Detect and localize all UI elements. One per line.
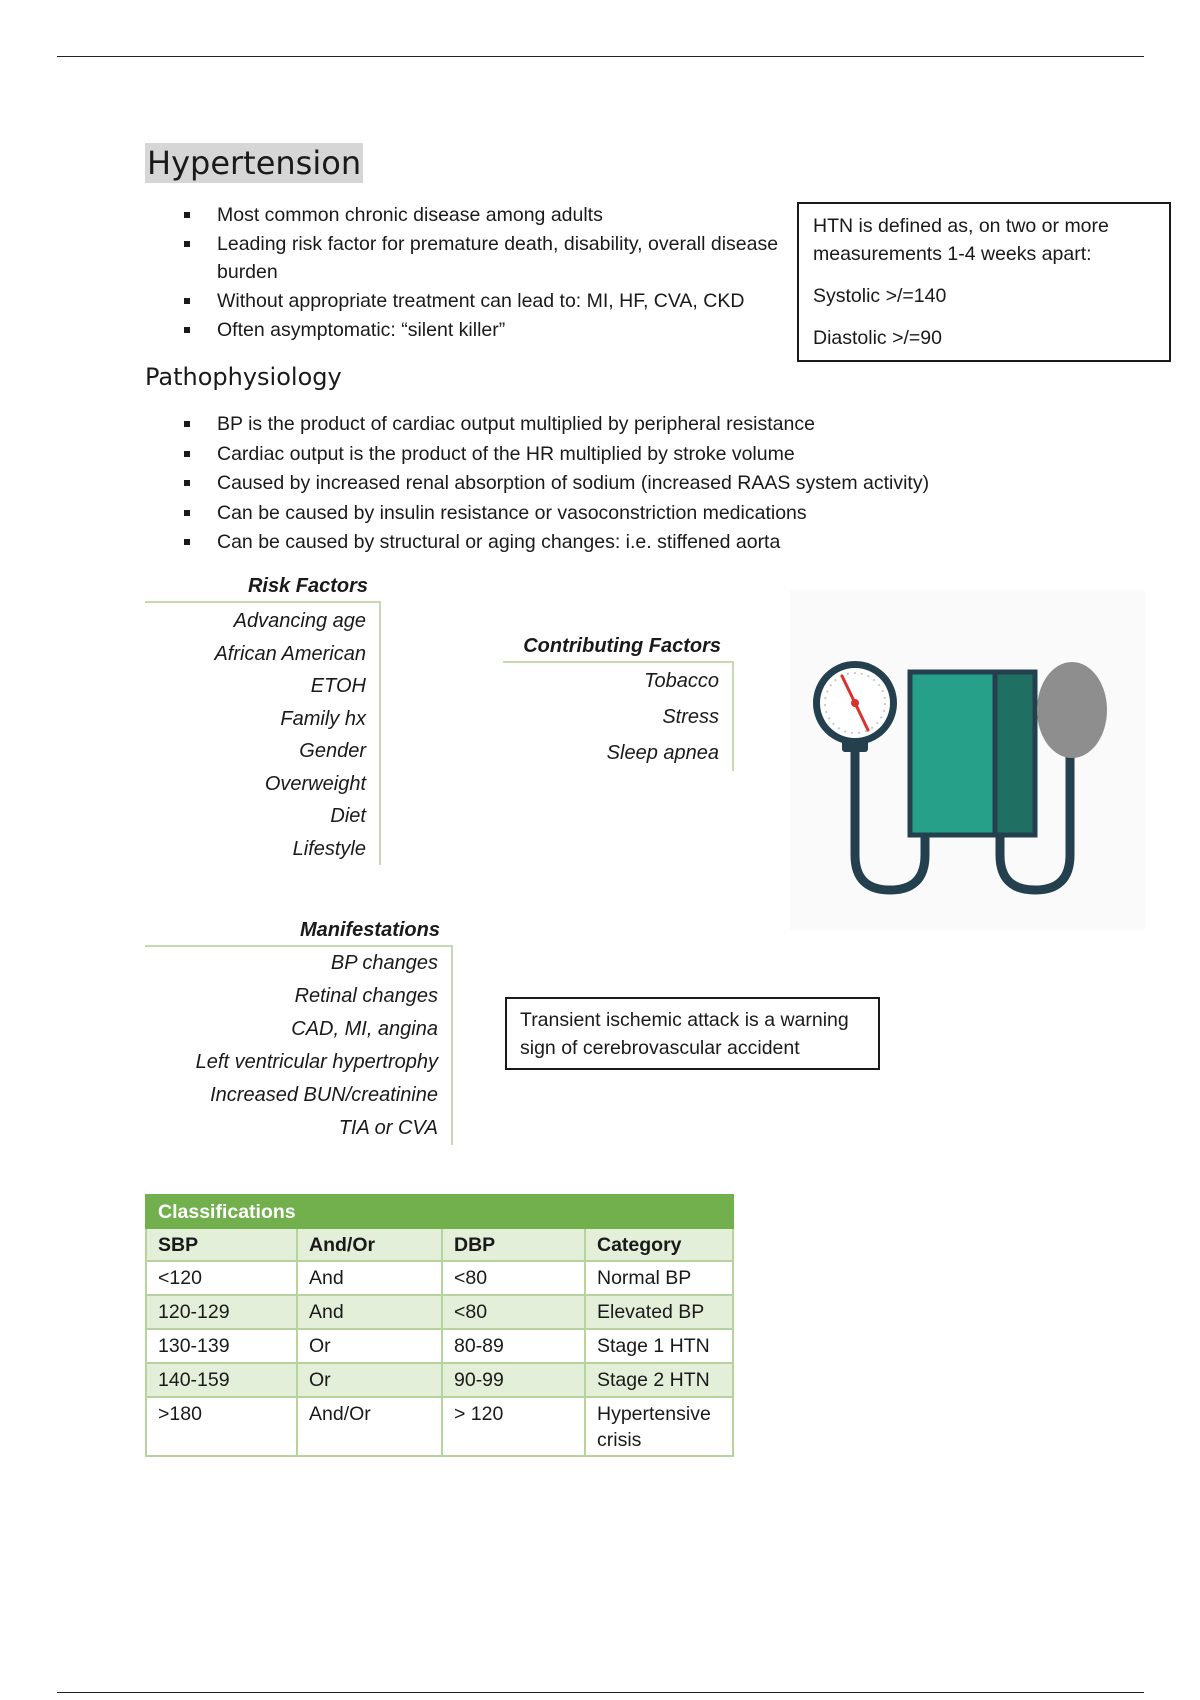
list-item: Can be caused by insulin resistance or vasoconstriction medications <box>145 499 1045 529</box>
list-item: CAD, MI, angina <box>291 1018 438 1040</box>
classifications-table <box>145 1194 734 1457</box>
footer-rule <box>57 1692 1144 1693</box>
table-row <box>146 1363 733 1397</box>
table-cell: Elevated BP <box>585 1295 733 1329</box>
list-item: Often asymptomatic: “silent killer” <box>145 316 785 344</box>
contributing-factors-heading: Contributing Factors <box>523 635 721 657</box>
list-item: Family hx <box>280 707 366 730</box>
list-item: ETOH <box>310 675 366 697</box>
table-caption-row <box>146 1195 733 1228</box>
list-item: Stress <box>662 706 719 728</box>
risk-factors-list <box>145 571 381 865</box>
list-item: BP is the product of cardiac output multiplied by peripheral resistance <box>145 410 1045 440</box>
list-item: Advancing age <box>233 610 366 632</box>
table-cell: 80-89 <box>442 1329 585 1363</box>
column-header: Category <box>585 1228 733 1261</box>
table-header-row <box>146 1228 733 1261</box>
list-item: Increased BUN/creatinine <box>210 1084 438 1106</box>
table-cell: And <box>297 1261 442 1295</box>
htn-definition-text: HTN is defined as, on two or more measurements 1-4 weeks apart: <box>813 215 1109 265</box>
page-title: Hypertension <box>147 144 362 182</box>
table-cell: Or <box>297 1363 442 1397</box>
table-cell: <80 <box>442 1295 585 1329</box>
table-row <box>146 1397 733 1456</box>
contributing-factors-list <box>503 631 734 771</box>
manifestations-list <box>145 915 453 1145</box>
list-item: Caused by increased renal absorption of sodium (increased RAAS system activity) <box>145 469 1045 499</box>
table-cell: 90-99 <box>442 1363 585 1397</box>
list-item: Overweight <box>264 772 366 795</box>
inflation-bulb <box>1037 662 1107 758</box>
pathophysiology-bullet-list <box>145 410 1045 558</box>
list-item: Retinal changes <box>294 985 438 1007</box>
table-cell: 140-159 <box>146 1363 297 1397</box>
table-cell: <80 <box>442 1261 585 1295</box>
column-header: DBP <box>442 1228 585 1261</box>
intro-bullet-list <box>145 201 785 345</box>
sphygmomanometer-icon <box>790 590 1145 930</box>
table-cell: Normal BP <box>585 1261 733 1295</box>
htn-definition-box <box>797 202 1171 362</box>
table-cell: Stage 1 HTN <box>585 1329 733 1363</box>
list-item: Without appropriate treatment can lead to: MI, HF, CVA, CKD <box>145 287 785 315</box>
manifestations-heading: Manifestations <box>299 919 440 941</box>
list-item: Can be caused by structural or aging changes: i.e. stiffened aorta <box>145 528 1045 558</box>
tia-note-box <box>505 997 880 1070</box>
list-item: Left ventricular hypertrophy <box>195 1051 438 1073</box>
table-row <box>146 1295 733 1329</box>
table-cell: Hypertensive crisis <box>585 1397 733 1456</box>
header-rule <box>57 56 1144 57</box>
table-cell: And <box>297 1295 442 1329</box>
diastolic-threshold: Diastolic >/=90 <box>813 327 942 349</box>
table-cell: And/Or <box>297 1397 442 1456</box>
blood-pressure-cuff-illustration <box>790 590 1145 930</box>
list-item: Lifestyle <box>292 837 366 860</box>
table-row <box>146 1261 733 1295</box>
table-cell: Or <box>297 1329 442 1363</box>
table-cell: Stage 2 HTN <box>585 1363 733 1397</box>
list-item: Sleep apnea <box>606 742 719 764</box>
table-cell: > 120 <box>442 1397 585 1456</box>
list-item: TIA or CVA <box>338 1117 438 1139</box>
pathophysiology-heading: Pathophysiology <box>145 363 342 391</box>
list-item: BP changes <box>330 952 438 974</box>
table-caption: Classifications <box>146 1195 733 1228</box>
cuff-flap <box>995 672 1035 835</box>
list-item: Cardiac output is the product of the HR multiplied by stroke volume <box>145 440 1045 470</box>
list-item: Diet <box>330 805 366 827</box>
list-item: African American <box>214 642 366 665</box>
list-item: Most common chronic disease among adults <box>145 201 785 229</box>
column-header: And/Or <box>297 1228 442 1261</box>
table-cell: <120 <box>146 1261 297 1295</box>
table-cell: >180 <box>146 1397 297 1456</box>
column-header: SBP <box>146 1228 297 1261</box>
list-item: Gender <box>299 740 366 762</box>
risk-factors-heading: Risk Factors <box>247 575 368 597</box>
gauge-pivot <box>851 699 859 707</box>
table-cell: 130-139 <box>146 1329 297 1363</box>
systolic-threshold: Systolic >/=140 <box>813 285 947 307</box>
list-item: Tobacco <box>644 670 719 692</box>
table-cell: 120-129 <box>146 1295 297 1329</box>
tia-note-text: Transient ischemic attack is a warning sign of cerebrovascular accident <box>520 1009 849 1059</box>
table-row <box>146 1329 733 1363</box>
list-item: Leading risk factor for premature death, disability, overall disease burden <box>145 230 785 286</box>
gauge-connector <box>842 740 868 752</box>
